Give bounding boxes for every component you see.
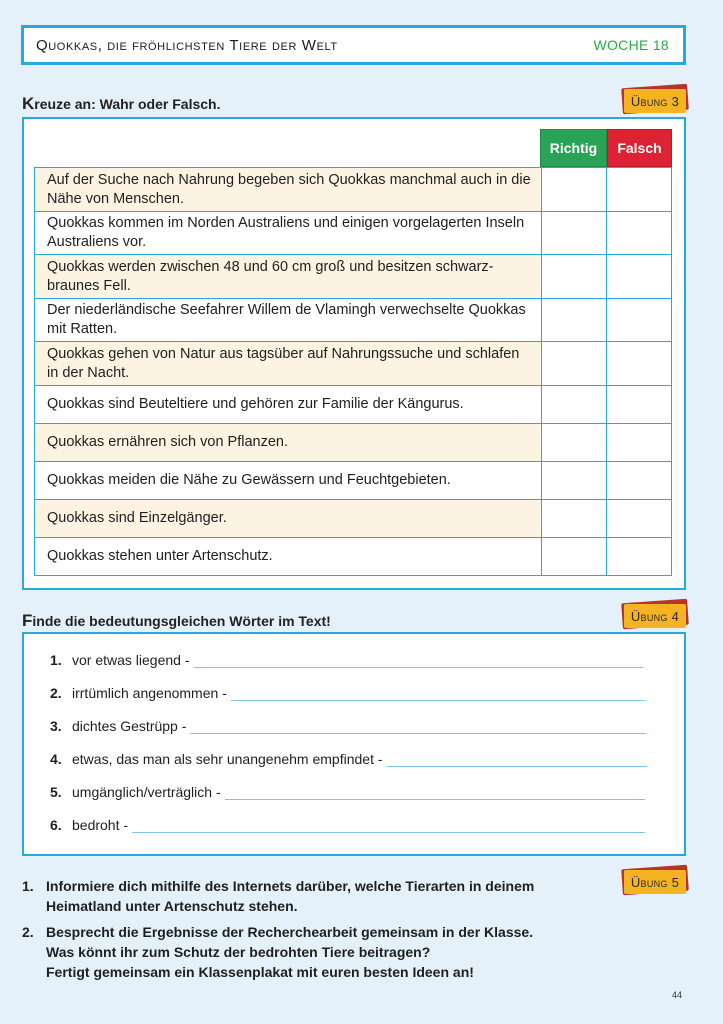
falsch-checkbox[interactable]: [607, 538, 672, 576]
falsch-checkbox[interactable]: [607, 386, 672, 424]
item-text: bedroht -: [72, 817, 129, 833]
task-number: 1.: [22, 878, 34, 894]
richtig-checkbox[interactable]: [542, 500, 607, 538]
statement-row: [35, 424, 672, 462]
statement-text: Auf der Suche nach Nahrung begeben sich Quokkas manchmal auch in die Nähe von Menschen.: [35, 168, 542, 212]
falsch-checkbox[interactable]: [607, 168, 672, 212]
statement-row: [35, 462, 672, 500]
falsch-checkbox[interactable]: [607, 424, 672, 462]
statement-text: Quokkas meiden die Nähe zu Gewässern und Feuchtgebieten.: [35, 462, 542, 500]
richtig-checkbox[interactable]: [542, 342, 607, 386]
worksheet-header: [21, 25, 686, 65]
statement-text: Der niederländische Seefahrer Willem de Vlamingh verwechselte Quokkas mit Ratten.: [35, 299, 542, 342]
falsch-checkbox[interactable]: [607, 212, 672, 255]
synonym-item: [50, 652, 643, 668]
synonym-item: [50, 685, 645, 701]
synonym-item: [50, 751, 647, 767]
statement-text: Quokkas kommen im Norden Australiens und einigen vorgelagerten Inseln Australiens vor.: [35, 212, 542, 255]
richtig-checkbox[interactable]: [542, 424, 607, 462]
statement-row: [35, 538, 672, 576]
falsch-column-header: Falsch: [607, 129, 672, 167]
task-line: Informiere dich mithilfe des Internets darüber, welche Tierarten in deinem: [46, 878, 535, 894]
richtig-checkbox[interactable]: [542, 255, 607, 299]
true-false-table: [34, 167, 672, 576]
research-task: [22, 922, 533, 982]
statement-row: [35, 255, 672, 299]
research-task: [22, 876, 534, 916]
richtig-checkbox[interactable]: [542, 462, 607, 500]
task-line: Besprecht die Ergebnisse der Recherchearbeit gemeinsam in der Klasse.: [46, 924, 534, 940]
task-line: Fertigt gemeinsam ein Klassenplakat mit euren besten Ideen an!: [46, 964, 474, 980]
answer-line[interactable]: [194, 655, 643, 668]
falsch-checkbox[interactable]: [607, 299, 672, 342]
item-number: 2.: [50, 685, 62, 701]
synonym-item: [50, 718, 646, 734]
synonym-item: [50, 784, 645, 800]
item-number: 4.: [50, 751, 62, 767]
item-number: 3.: [50, 718, 62, 734]
falsch-checkbox[interactable]: [607, 462, 672, 500]
falsch-checkbox[interactable]: [607, 255, 672, 299]
statement-text: Quokkas ernähren sich von Pflanzen.: [35, 424, 542, 462]
statement-text: Quokkas gehen von Natur aus tagsüber auf Nahrungssuche und schlafen in der Nacht.: [35, 342, 542, 386]
answer-line[interactable]: [190, 721, 646, 734]
item-text: vor etwas liegend -: [72, 652, 190, 668]
exercise-4-badge: Übung 4: [622, 601, 688, 629]
richtig-checkbox[interactable]: [542, 299, 607, 342]
statement-row: [35, 168, 672, 212]
falsch-checkbox[interactable]: [607, 342, 672, 386]
exercise-4-title: Finde die bedeutungsgleichen Wörter im Text!: [22, 611, 331, 630]
richtig-checkbox[interactable]: [542, 538, 607, 576]
task-line: Heimatland unter Artenschutz stehen.: [46, 898, 298, 914]
statement-text: Quokkas stehen unter Artenschutz.: [35, 538, 542, 576]
week-label: WOCHE 18: [593, 37, 669, 53]
item-text: umgänglich/verträglich -: [72, 784, 221, 800]
statement-text: Quokkas sind Einzelgänger.: [35, 500, 542, 538]
richtig-checkbox[interactable]: [542, 212, 607, 255]
task-number: 2.: [22, 924, 34, 940]
answer-line[interactable]: [225, 787, 645, 800]
item-number: 6.: [50, 817, 62, 833]
item-text: etwas, das man als sehr unangenehm empfindet -: [72, 751, 383, 767]
richtig-checkbox[interactable]: [542, 386, 607, 424]
task-text: [46, 876, 534, 916]
answer-line[interactable]: [387, 754, 647, 767]
task-line: Was könnt ihr zum Schutz der bedrohten Tiere beitragen?: [46, 944, 431, 960]
page-number: 44: [672, 990, 683, 1000]
statement-row: [35, 212, 672, 255]
statement-text: Quokkas werden zwischen 48 und 60 cm groß und besitzen schwarz-braunes Fell.: [35, 255, 542, 299]
statement-row: [35, 500, 672, 538]
worksheet-title: Quokkas, die fröhlichsten Tiere der Welt: [36, 36, 338, 54]
statement-row: [35, 386, 672, 424]
task-text: [46, 922, 533, 982]
item-number: 5.: [50, 784, 62, 800]
answer-line[interactable]: [132, 820, 645, 833]
richtig-column-header: Richtig: [540, 129, 607, 167]
item-text: irrtümlich angenommen -: [72, 685, 227, 701]
answer-line[interactable]: [231, 688, 645, 701]
statement-text: Quokkas sind Beuteltiere und gehören zur Familie der Kängurus.: [35, 386, 542, 424]
item-number: 1.: [50, 652, 62, 668]
item-text: dichtes Gestrüpp -: [72, 718, 187, 734]
statement-row: [35, 342, 672, 386]
synonym-item: [50, 817, 645, 833]
exercise-3-badge: Übung 3: [622, 86, 688, 114]
richtig-checkbox[interactable]: [542, 168, 607, 212]
exercise-3-title: Kreuze an: Wahr oder Falsch.: [22, 94, 221, 113]
statement-row: [35, 299, 672, 342]
exercise-5-badge: Übung 5: [622, 867, 688, 895]
falsch-checkbox[interactable]: [607, 500, 672, 538]
